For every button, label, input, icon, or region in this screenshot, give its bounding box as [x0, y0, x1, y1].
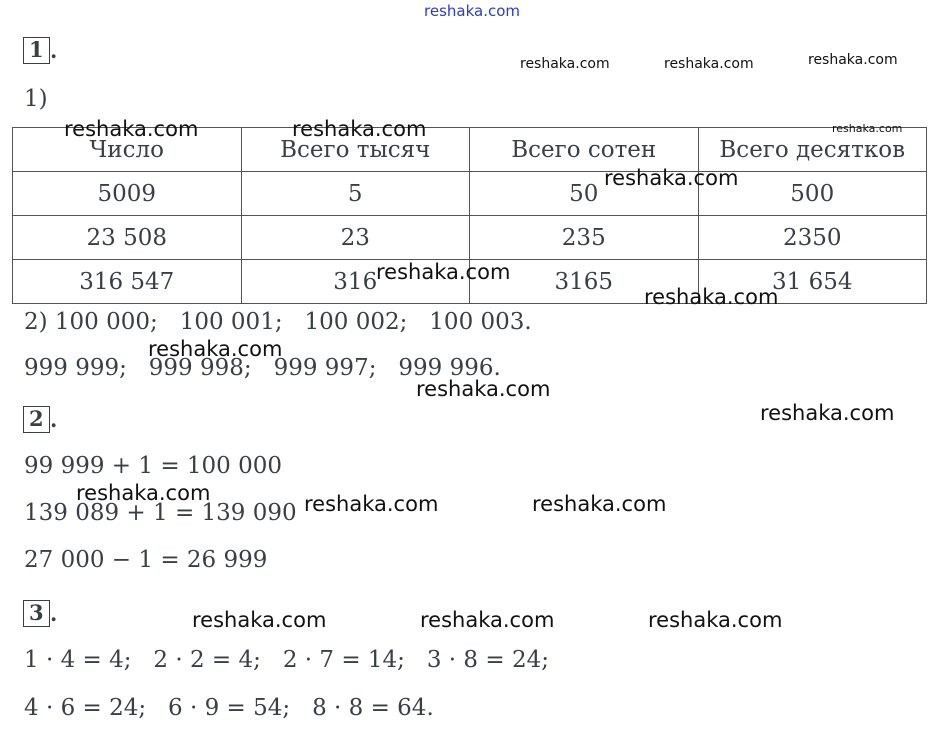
task-number-dot: .	[50, 407, 58, 432]
watermark-text: reshaka.com	[416, 377, 551, 401]
table-header-cell: Всего десятков	[698, 128, 927, 172]
watermark-text: reshaka.com	[832, 122, 903, 135]
watermark-text: reshaka.com	[376, 260, 511, 284]
table-header-cell: Всего сотен	[470, 128, 699, 172]
multiplication-line-2: 4 · 6 = 24; 6 · 9 = 54; 8 · 8 = 64.	[24, 695, 434, 721]
table-header-cell: Число	[13, 128, 242, 172]
watermark-text: reshaka.com	[420, 608, 555, 632]
site-watermark-top[interactable]: reshaka.com	[424, 2, 520, 20]
task-number-2: 2	[23, 406, 50, 433]
table-cell: 316 547	[13, 260, 242, 304]
table-cell: 500	[698, 172, 927, 216]
task-number-dot: .	[50, 601, 58, 626]
table-cell: 5	[241, 172, 470, 216]
table-cell: 316	[241, 260, 470, 304]
equation-line: 139 089 + 1 = 139 090	[24, 500, 297, 526]
part-2-line-1: 2) 100 000; 100 001; 100 002; 100 003.	[24, 309, 532, 335]
table-cell: 235	[470, 216, 699, 260]
table-cell: 31 654	[698, 260, 927, 304]
watermark-text: reshaka.com	[148, 337, 283, 361]
multiplication-line-1: 1 · 4 = 4; 2 · 2 = 4; 2 · 7 = 14; 3 · 8 = 24;	[24, 647, 549, 673]
equation-line: 99 999 + 1 = 100 000	[24, 453, 283, 479]
part-1-label: 1)	[24, 86, 48, 112]
watermark-text: reshaka.com	[520, 56, 610, 72]
watermark-text: reshaka.com	[292, 117, 427, 141]
task-number-1: 1	[23, 37, 50, 64]
watermark-text: reshaka.com	[192, 608, 327, 632]
watermark-text: reshaka.com	[532, 492, 667, 516]
table-row	[13, 172, 927, 216]
equation-line: 27 000 − 1 = 26 999	[24, 547, 268, 573]
watermark-text: reshaka.com	[808, 52, 898, 68]
watermark-text: reshaka.com	[648, 608, 783, 632]
table-header-cell: Всего тысяч	[241, 128, 470, 172]
table-cell: 3165	[470, 260, 699, 304]
table-cell: 2350	[698, 216, 927, 260]
table-cell: 50	[470, 172, 699, 216]
table-row	[13, 216, 927, 260]
task-number-dot: .	[50, 38, 58, 63]
table-cell: 23 508	[13, 216, 242, 260]
watermark-text: reshaka.com	[304, 492, 439, 516]
watermark-text: reshaka.com	[644, 285, 779, 309]
table-cell: 23	[241, 216, 470, 260]
watermark-text: reshaka.com	[664, 56, 754, 72]
watermark-text: reshaka.com	[604, 166, 739, 190]
watermark-text: reshaka.com	[760, 401, 895, 425]
task-number-3: 3	[23, 600, 50, 627]
watermark-text: reshaka.com	[76, 481, 211, 505]
table-cell: 5009	[13, 172, 242, 216]
watermark-text: reshaka.com	[64, 117, 199, 141]
part-2-line-2: 999 999; 999 998; 999 997; 999 996.	[24, 355, 501, 381]
